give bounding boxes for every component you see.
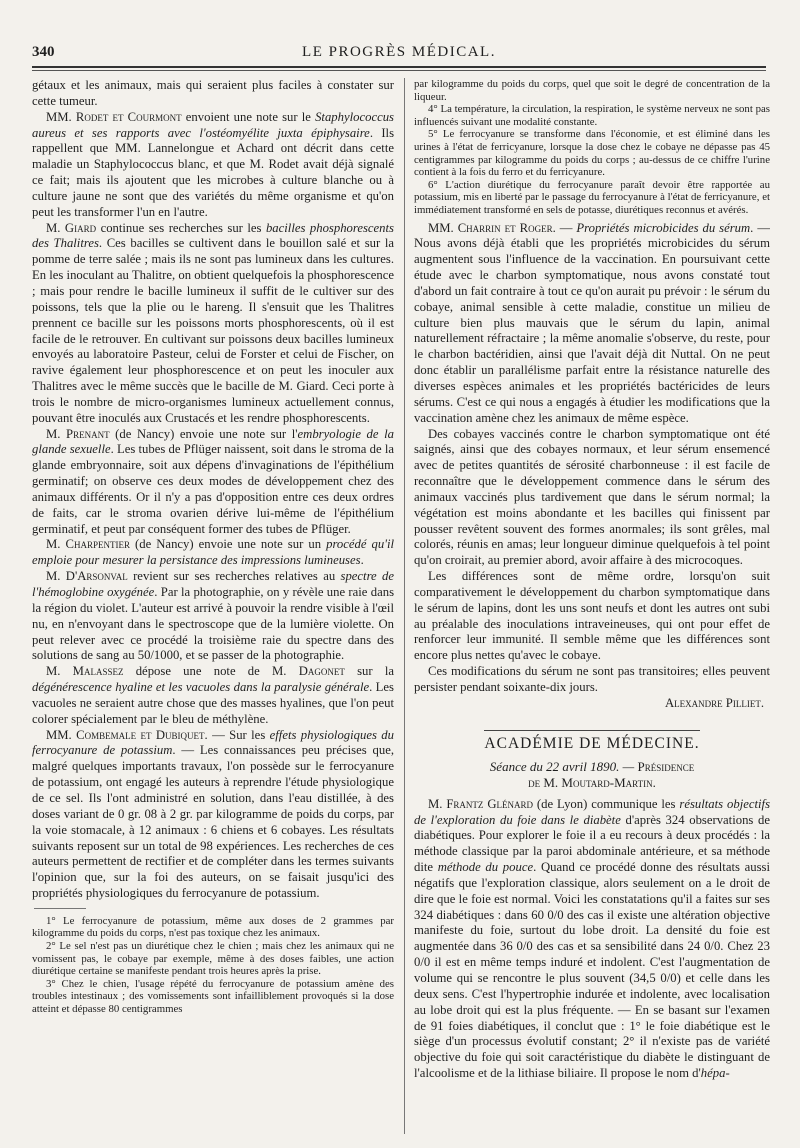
right-column [414,78,770,1136]
author-name: M. Dagonet [272,664,345,679]
paragraph-charpentier: M. Charpentier (de Nancy) envoie une note sur un procédé qu'il emploie pour mesurer la persistance des impressions lumineuses. [32,537,394,568]
author-name: M. Frantz Glénard [428,796,533,811]
author-signature: Alexandre Pilliet. [664,695,764,710]
paragraph-prenant: M. Prenant (de Nancy) envoie une note sur l'embryologie de la glande sexuelle. Les tubes de Pflüger naissent, soit dans le stroma de la glande embryonnaire, soit aux dépens d'invaginations de l'épithélium germinatif; on observe ces deux modes de développement chez des animaux différents. Or il n'y a pas d'opposition entre ces deux ordres de faits, car le stroma ovarien dérive lui-même de l'épithélium germinatif, et peut par conséquent former des tubes de Pflüger. [32,426,394,536]
note-continuation: par kilogramme du poids du corps, quel que soit le degré de concentration de la liqueur. [414,78,770,103]
paper-title: bacilles phosphorescents des Thalitres [32,220,394,251]
column-divider [404,78,405,1134]
paper-title: Propriétés microbicides du sérum [576,220,751,235]
note-item: 6° L'action diurétique du ferrocyanure paraît devoir être rapportée au potassium, mis en liberté par le passage du ferrocyanure à l'état de ferricyanure, et immédiatement transformé en sels de potasse, diurétiques reconnus et avérés. [414,178,770,216]
page-number: 340 [32,44,55,60]
note-item: 5° Le ferrocyanure se transforme dans l'économie, et est éliminé dans les urines à l'état de ferricyanure, lorsque la dose chez le cobaye ne dépasse pas 45 centigrammes par kilogramme du poids du corps ; au-dessus de ce chiffre l'urine contient à la fois du ferro et du ferricyanure. [414,128,770,179]
paragraph-combemale-dubiquet: MM. Combemale et Dubiquet. — Sur les effets physiologiques du ferrocyanure de potassium. — Les connaissances peu précises que, malgré quelques importants travaux, l'on possède sur le ferrocyanure de potassium, ont engagé les auteurs à reprendre l'étude physiologique de ce sel. Ils l'ont administré en solution, dans l'eau distillée, à des doses variant de 0 gr. 08 à 2 gr. par kilogramme de poids du corps, par la voie stomacale, à 12 animaux : 6 chiens et 6 cobayes. Les résultats suivants reposent sur un total de 98 expériences. Les recherches de ces auteurs permettent de rectifier et de compléter dans les termes suivants l'opinion que, sur la foi des auteurs, on se faisait jusqu'ici des propriétés physiologiques du ferrocyanure de potassium. [32,727,394,901]
author-name: M. Malassez [46,664,124,679]
paragraph: Des cobayes vaccinés contre le charbon symptomatique ont été saignés, ainsi que des cobayes normaux, et leur sérum ensemencé avec de petites quantités de sérosité charbonneuse : il est facile de reconnaître que le développement commence dans le sérum des animaux vaccinés plus tardivement que dans le sérum normal; la végétation est moins abondante et les bacilles qui finissent par pousser revêtent souvent des formes anormales; ils sont grêles, mal colorés, réunis en amas; leur longueur diminue quelquefois à tel point qu'on croirait, au premier abord, avoir affaire à des microcoques. [414,426,770,568]
left-column [32,78,394,1136]
paragraph-darsonval: M. D'Arsonval revient sur ses recherches relatives au spectre de l'hémoglobine oxygénée. Par la photographie, on y révèle une raie dans la région du violet. L'auteur est arrivé à pouvoir la rendre visible à l'œil nu, en n'envoyant dans le spectroscope que de la lumière violette. On peut relever avec ce procédé la troisième raie du spectre dans des solutions de sang au 50/1000, et se passer de la photographie. [32,569,394,663]
paragraph-malassez: M. Malassez dépose une note de M. Dagonet sur la dégénérescence hyaline et les vacuoles dans la paralysie générale. Les vacuoles ne seraient autre chose que des masses hyalines, que l'on peut colorer spécialement par le bleu de méthylène. [32,664,394,726]
author-name: M. Charpentier [46,537,130,552]
paper-title: spectre de l'hémoglobine oxygénée [32,569,394,599]
author-name: MM. Rodet et Courmont [46,109,182,124]
notes-separator [34,908,86,909]
header-rule-thin [32,70,766,71]
author-name: MM. Combemale et Dubiquet [46,727,205,742]
author-name: MM. Charrin et Roger [428,220,553,235]
page-header [32,44,766,66]
author-name: M. D'Arsonval [46,569,128,584]
paragraph: Ces modifications du sérum ne sont pas transitoires; elles peuvent persister pendant soixante-dix jours. [414,664,770,694]
paragraph-glenard: M. Frantz Glénard (de Lyon) communique les résultats objectifs de l'exploration du foie dans le diabète d'après 324 observations de diabétiques. Pour explorer le foie il a eu recours à deux procédés : la méthode classique par la paroi abdominale antérieure, et sa méthode dite méthode du pouce. Quand ce procédé donne des résultats aussi négatifs que l'exploration classique, alors seulement on a le droit de dire que le foie est normal. Voici les constatations qu'il a faites sur ses 324 diabétiques : dans 60 0/0 des cas il existe une altération objective manifeste du foie, surtout du lobe droit. La densité du foie est augmentée dans 36 0/0 des cas et sa sensibilité dans 24 0/0. Chez 23 0/0 il est en même temps induré et indolent. C'est l'augmentation de volume qui se rencontre le plus souvent (34,5 0/0) et celle dans les deux sens. C'est l'hypertrophie indurée et indolente, avec localisation au lobe droit qui est la plus fréquente. — En se basant sur l'examen de 91 foies diabétiques, il conclut que : 1° le foie diabétique est le siège d'un processus évolutif constant; 2° il n'existe pas de variété objective du foie qui soit caractéristique du diabète le distinguant de l'alcoolisme et de la lithiase biliaire. Il propose le nom d'hépa- [414,796,770,1081]
note-item: 1° Le ferrocyanure de potassium, même aux doses de 2 grammes par kilogramme du poids du corps, n'est pas toxique chez les animaux. [32,914,394,940]
author-name: M. Giard [46,220,97,235]
note-item: 3° Chez le chien, l'usage répété du ferrocyanure de potassium amène des troubles intestinaux ; des vomissements sont infailliblement provoqués si la dose atteint et dépasse 80 centigrammes [32,977,394,1016]
note-item: 4° La température, la circulation, la respiration, le système nerveux ne sont pas influencés suivant une modalité constante. [414,103,770,128]
session-heading: Séance du 22 avril 1890. — Présidence de M. Moutard-Martin. [489,758,695,790]
running-title: LE PROGRÈS MÉDICAL. [302,44,496,60]
paper-title: dégénérescence hyaline et les vacuoles dans la paralysie générale [32,680,370,695]
paper-title: Staphylococcus aureus et ses rapports avec l'ostéomyélite juxta épiphysaire [32,109,394,140]
paragraph-rodet-courmont: MM. Rodet et Courmont envoient une note sur le Staphylococcus aureus et ses rapports avec l'ostéomyélite juxta épiphysaire. Ils rappellent que MM. Lannelongue et Achard ont décrit dans cette maladie un Staphylococcus blanc, et que M. Rodet avait déjà signalé ce fait; mais ils ajoutent que les microbes à culture blanche ou à culture jaune ne sont que des variétés du même organisme et qu'on peut les transformer l'un en l'autre. [32,109,394,219]
section-title: ACADÉMIE DE MÉDECINE. [414,730,770,753]
paragraph-continuation: gétaux et les animaux, mais qui seraient plus faciles à constater sur cette tumeur. [32,78,394,108]
paper-title: résultats objectifs de l'exploration du foie dans le diabète [414,796,770,827]
paper-title: effets physiologiques du ferrocyanure de potassium [32,727,394,758]
author-name: M. Prenant [46,426,110,441]
paper-title: procédé qu'il emploie pour mesurer la persistance des impressions lumineuses [32,537,394,568]
note-item: 2° Le sel n'est pas un diurétique chez le chien ; mais chez les animaux qui ne vomissent pas, le cobaye par exemple, même à des doses faibles, une action diurétique certaine se manifeste pendant trois heures après la prise. [32,940,394,978]
paragraph-charrin-roger: MM. Charrin et Roger. — Propriétés microbicides du sérum. — Nous avons déjà établi que les propriétés microbicides du sérum augmentent sous l'influence de la vaccination. En poursuivant cette étude avec le charbon symptomatique, nous avons constaté tout d'abord un fait contraire à tout ce qu'on aurait pu prévoir : le sérum du cobaye, animal sensible à cette maladie, constitue un milieu de culture bien plus mauvais que le sérum du lapin, animal naturellement réfractaire ; la même anomalie s'observe, du reste, pour le charbon bactéridien, ainsi que l'avait déjà dit Nuttal. On ne peut donc établir un parallélisme parfait entre la résistance naturelle des diverses espèces animales et les propriétés bactéricides de leurs sérums. C'est ce qui nous a engagés à étudier les modifications que la vaccination amène chez les animaux de même espèce. [414,220,770,425]
paragraph: Les différences sont de même ordre, lorsqu'on suit comparativement le développement du charbon symptomatique dans le sérum de lapins, dont les uns sont neufs et dont les autres ont subi au préalable des inoculations intraveineuses, qui ont pour effet de renforcer leur immunité. Il semble même que les différences sont encore plus nettes qu'avec le cobaye. [414,569,770,663]
paper-title: embryologie de la glande sexuelle [32,426,394,457]
paragraph-giard: M. Giard continue ses recherches sur les bacilles phosphorescents des Thalitres. Ces bacilles se cultivent dans le bouillon salé et sur la pomme de terre salée ; mais ils ne sont pas lumineux dans les cultures. En les inoculant au Thalitre, on obtient quelquefois la phosphorescence ; mais pour rendre le bacille lumineux il suffit de le cultiver sur des poissons, tels que la plie ou le hareng. Il s'ensuit que les Thalitres prennent ce bacille sur les poissons morts phosphorescents, où il est facile de le retrouver. En cultivant sur poissons deux bacilles lumineux envoyés au laboratoire Pasteur, celui de Forster et celui de Fischer, on ravive également leur phosphorescence et on peut les inoculer aux Thalitres avec le même succès que le bacille de M. Giard. Ceci porte à trois le nombre de micro-organismes lumineux actuellement connus, pouvant être inoculés aux Crustacés et les rendre phosphorescents. [32,220,394,425]
header-rule-thick [32,66,766,68]
